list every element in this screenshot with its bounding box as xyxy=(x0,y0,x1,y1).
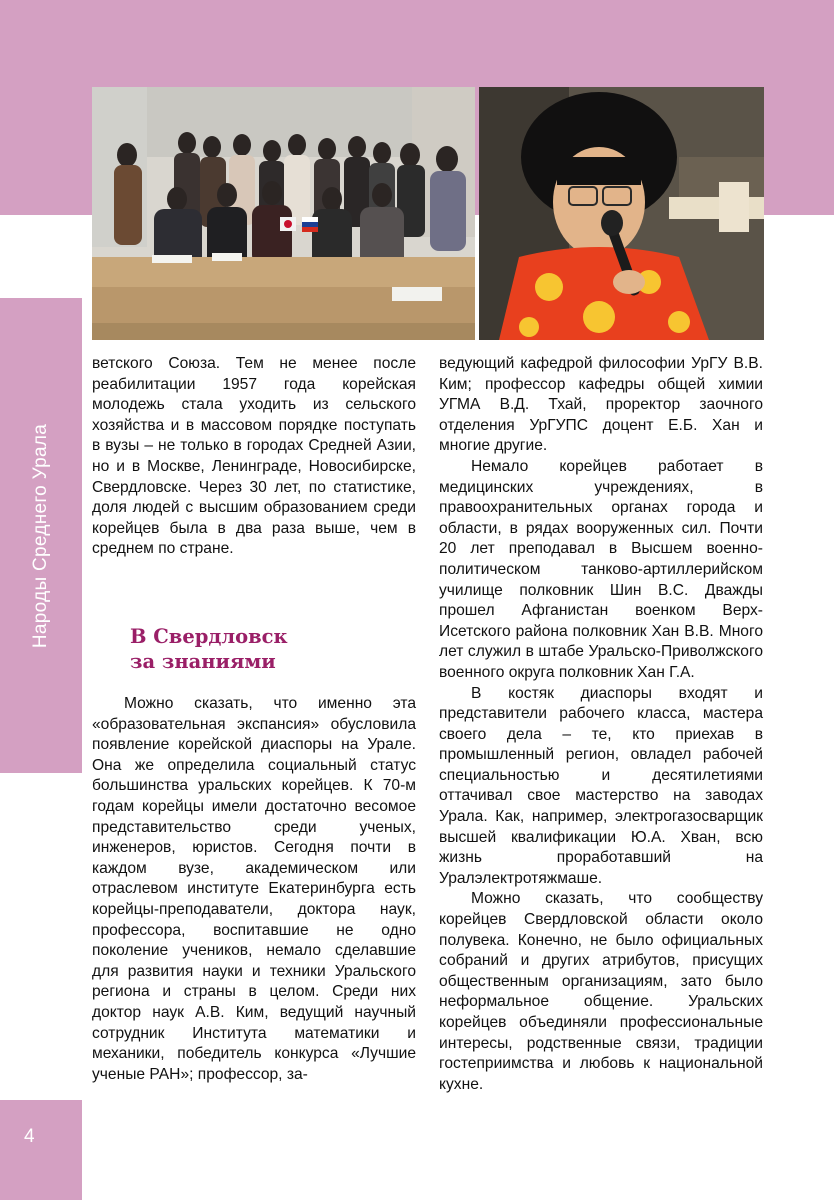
paragraph: ветского Союза. Тем не менее после реабилитации 1957 года корейская молодежь стала уходить из сельского хозяйства и в массовом порядке поступать в вузы – не только в городах Средней Азии, но и в Москве, Ленинграде, Новосибирске, Свердловске. Через 30 лет, по статистике, доля людей с высшим образованием среди корейцев была в два раза выше, чем в среднем по стране. xyxy=(92,355,416,558)
article-column-left-bottom xyxy=(92,694,416,1085)
singer-photo xyxy=(479,87,764,340)
article-column-right xyxy=(439,354,763,1095)
paragraph: ведующий кафедрой философии УрГУ В.В. Ким; профессор кафедры общей химии УГМА В.Д. Тхай, проректор заочного отделения УрГУПС доцент Е.Б. Хан и многие другие. xyxy=(439,355,763,455)
section-title: Народы Среднего Урала xyxy=(30,423,51,649)
paragraph: Можно сказать, что именно эта «образовательная экспансия» обусловила появление корейской диаспоры на Урале. Она же определила социальный статус большинства уральских корейцев. К 70-м годам корейцы имели достаточно весомое представительство среди ученых, инженеров, юристов. Сегодня почти в каждом вузе, академическом или отраслевом институте Екатеринбурга есть корейцы-преподаватели, доктора наук, профессора, воспитавшие не одно поколение учеников, немало сделавшие для развития науки и техники Уральского региона и страны в целом. Среди них доктор наук А.В. Ким, ведущий научный сотрудник Института математики и механики, победитель конкурса «Лучшие ученые РАН»; профессор, за- xyxy=(92,695,416,1083)
paragraph: Немало корейцев работает в медицинских учреждениях, в правоохранительных органах города и области, в рядах вооруженных сил. Почти 20 лет преподавал в Высшем военно-политическом танково-артиллерийском училище полковник Шин В.С. Дважды прошел Афганистан военком Верх-Исетского района полковник Хан В.В. Много лет служил в штабе Уральско-Приволжского военного округа полковник Хан Г.А. xyxy=(439,457,763,681)
paragraph: Можно сказать, что сообществу корейцев Свердловской области около полувека. Конечно, не было официальных собраний и других атрибутов, присущих общественным организациям, зато было неформальное общение. Уральских корейцев объединяли профессиональные интересы, родственные связи, традиции гостеприимства и любовь к национальной кухне. xyxy=(439,890,763,1093)
group-photo xyxy=(92,87,475,340)
page-number-tab xyxy=(0,1100,82,1200)
section-heading xyxy=(130,624,390,674)
article-column-left-top xyxy=(92,354,416,560)
paragraph: В костяк диаспоры входят и представители рабочего класса, мастера своего дела – те, кто приехав в промышленный регион, овладел рабочей специальностью и десятилетиями оттачивал свое мастерство на заводах Урала. Как, например, электрогазосварщик высшей квалификации Ю.А. Хван, всю жизнь проработавший на Уралэлектротяжмаше. xyxy=(439,684,763,887)
page-number: 4 xyxy=(24,1126,35,1147)
heading-line-1: В Свердловск xyxy=(130,625,288,648)
heading-line-2: за знаниями xyxy=(130,650,276,673)
